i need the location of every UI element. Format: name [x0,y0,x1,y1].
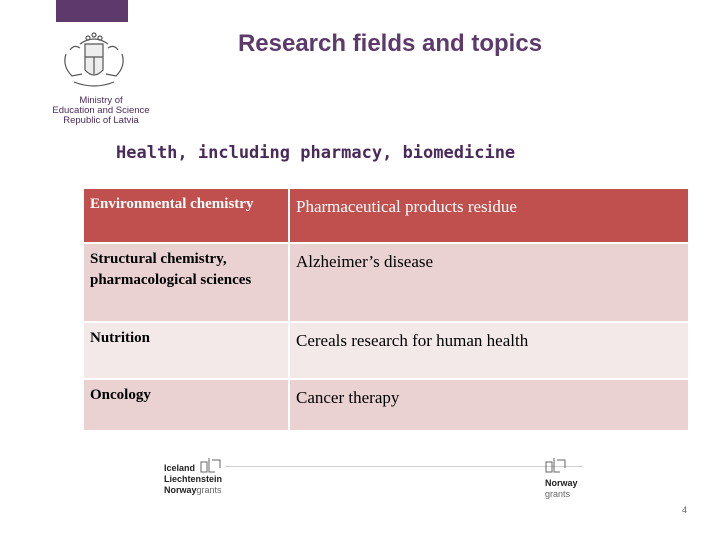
ministry-name [46,96,156,126]
ministry-line: Ministry of [79,95,123,106]
grants-mark-icon [545,456,567,480]
logo-line: grants [196,485,222,495]
iceland-liechtenstein-norway-grants-logo [164,463,222,496]
topic-cell: Cereals research for human health [289,322,689,379]
field-cell: Structural chemistry, pharmacological sciences [83,243,289,322]
field-cell: Environmental chemistry [83,188,289,243]
field-cell: Nutrition [83,322,289,379]
norway-grants-logo [545,478,578,500]
table-row [83,322,689,379]
slide-subtitle: Health, including pharmacy, biomedicine [116,143,516,163]
logo-line: Liechtenstein [164,474,223,484]
research-topics-table [82,187,690,432]
logo-line: Norway [164,485,197,495]
ministry-line: Republic of Latvia [63,115,139,126]
topic-cell: Cancer therapy [289,379,689,431]
top-accent-bar [56,0,128,22]
table-row [83,188,689,243]
ministry-line: Education and Science [52,105,150,116]
topic-cell: Alzheimer’s disease [289,243,689,322]
field-cell: Oncology [83,379,289,431]
footer-divider [225,466,583,467]
table-row [83,379,689,431]
logo-line: Norway [545,478,578,488]
latvia-coat-of-arms-icon [52,30,136,94]
slide-title: Research fields and topics [237,30,543,57]
page-number: 4 [682,505,688,515]
topic-cell: Pharmaceutical products residue [289,188,689,243]
logo-line: grants [545,489,571,499]
table-row [83,243,689,322]
logo-line: Iceland [164,463,196,473]
